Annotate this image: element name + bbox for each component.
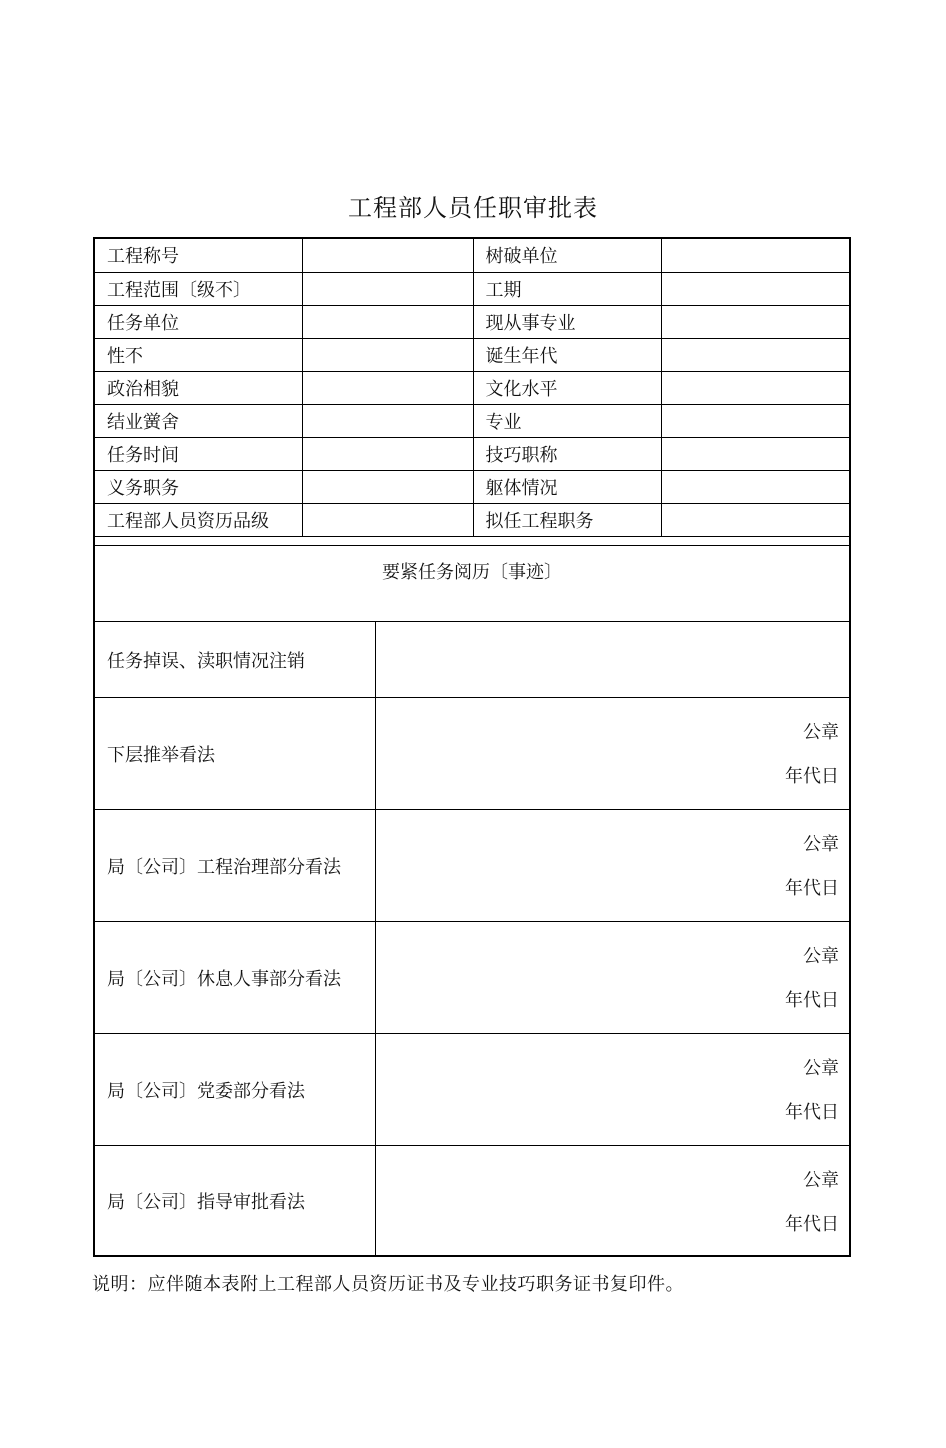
- seal-text: 公章: [803, 722, 839, 743]
- seal-text: 公章: [803, 1170, 839, 1191]
- field-label: 政治相貌: [95, 371, 302, 404]
- field-value[interactable]: [661, 305, 849, 338]
- table-row: [95, 503, 849, 536]
- opinion-section: [95, 1033, 849, 1145]
- field-label: 任务单位: [95, 305, 302, 338]
- opinion-section: [95, 921, 849, 1033]
- field-value[interactable]: [661, 338, 849, 371]
- opinion-label: 局〔公司〕指导审批看法: [95, 1146, 376, 1255]
- opinion-label: 局〔公司〕党委部分看法: [95, 1034, 376, 1145]
- field-value[interactable]: [302, 470, 473, 503]
- date-text: 年代日: [785, 990, 839, 1011]
- date-text: 年代日: [785, 766, 839, 787]
- table-row: [95, 272, 849, 305]
- seal-text: 公章: [803, 1058, 839, 1079]
- field-label: 树破单位: [473, 239, 661, 272]
- field-value[interactable]: [302, 272, 473, 305]
- field-label: 性不: [95, 338, 302, 371]
- field-label: 专业: [473, 404, 661, 437]
- work-history-header: 要紧任务阅历〔事迹〕: [382, 562, 562, 583]
- opinion-section: [95, 697, 849, 809]
- work-history-section[interactable]: [95, 545, 849, 621]
- field-value[interactable]: [302, 404, 473, 437]
- field-label: 现从事专业: [473, 305, 661, 338]
- approval-form: [93, 237, 851, 1257]
- opinion-value[interactable]: [376, 1146, 849, 1255]
- table-row: [95, 371, 849, 404]
- page-title: 工程部人员任职审批表: [348, 194, 598, 222]
- field-value[interactable]: [302, 305, 473, 338]
- misconduct-label: 任务掉误、渎职情况注销: [95, 622, 376, 697]
- field-value[interactable]: [302, 371, 473, 404]
- field-label: 任务时间: [95, 437, 302, 470]
- footnote: 说明：应伴随本表附上工程部人员资历证书及专业技巧职务证书复印件。: [92, 1274, 684, 1295]
- opinion-section: [95, 1145, 849, 1255]
- table-row: [95, 305, 849, 338]
- table-row: [95, 338, 849, 371]
- opinion-section: [95, 809, 849, 921]
- opinion-label: 局〔公司〕工程治理部分看法: [95, 810, 376, 921]
- misconduct-value[interactable]: [376, 622, 849, 697]
- seal-text: 公章: [803, 834, 839, 855]
- field-label: 工程部人员资历品级: [95, 503, 302, 536]
- field-value[interactable]: [302, 239, 473, 272]
- field-value[interactable]: [661, 437, 849, 470]
- field-label: 工程称号: [95, 239, 302, 272]
- table-row: [95, 239, 849, 272]
- date-text: 年代日: [785, 878, 839, 899]
- field-value[interactable]: [661, 404, 849, 437]
- seal-text: 公章: [803, 946, 839, 967]
- field-label: 义务职务: [95, 470, 302, 503]
- date-text: 年代日: [785, 1214, 839, 1235]
- basic-info-table: [95, 239, 849, 537]
- table-row: [95, 470, 849, 503]
- opinion-value[interactable]: [376, 1034, 849, 1145]
- field-value[interactable]: [302, 503, 473, 536]
- opinion-label: 下层推举看法: [95, 698, 376, 809]
- field-value[interactable]: [661, 239, 849, 272]
- field-value[interactable]: [661, 470, 849, 503]
- field-value[interactable]: [302, 338, 473, 371]
- field-label: 诞生年代: [473, 338, 661, 371]
- field-label: 躯体情况: [473, 470, 661, 503]
- opinion-value[interactable]: [376, 922, 849, 1033]
- opinion-value[interactable]: [376, 698, 849, 809]
- field-label: 技巧职称: [473, 437, 661, 470]
- misconduct-section: [95, 621, 849, 697]
- field-value[interactable]: [661, 371, 849, 404]
- table-row: [95, 437, 849, 470]
- field-label: 文化水平: [473, 371, 661, 404]
- field-label: 工期: [473, 272, 661, 305]
- field-value[interactable]: [661, 503, 849, 536]
- field-label: 结业黉舍: [95, 404, 302, 437]
- field-value[interactable]: [302, 437, 473, 470]
- date-text: 年代日: [785, 1102, 839, 1123]
- field-value[interactable]: [661, 272, 849, 305]
- opinion-value[interactable]: [376, 810, 849, 921]
- table-row: [95, 404, 849, 437]
- field-label: 拟任工程职务: [473, 503, 661, 536]
- opinion-label: 局〔公司〕休息人事部分看法: [95, 922, 376, 1033]
- field-label: 工程范围〔级不〕: [95, 272, 302, 305]
